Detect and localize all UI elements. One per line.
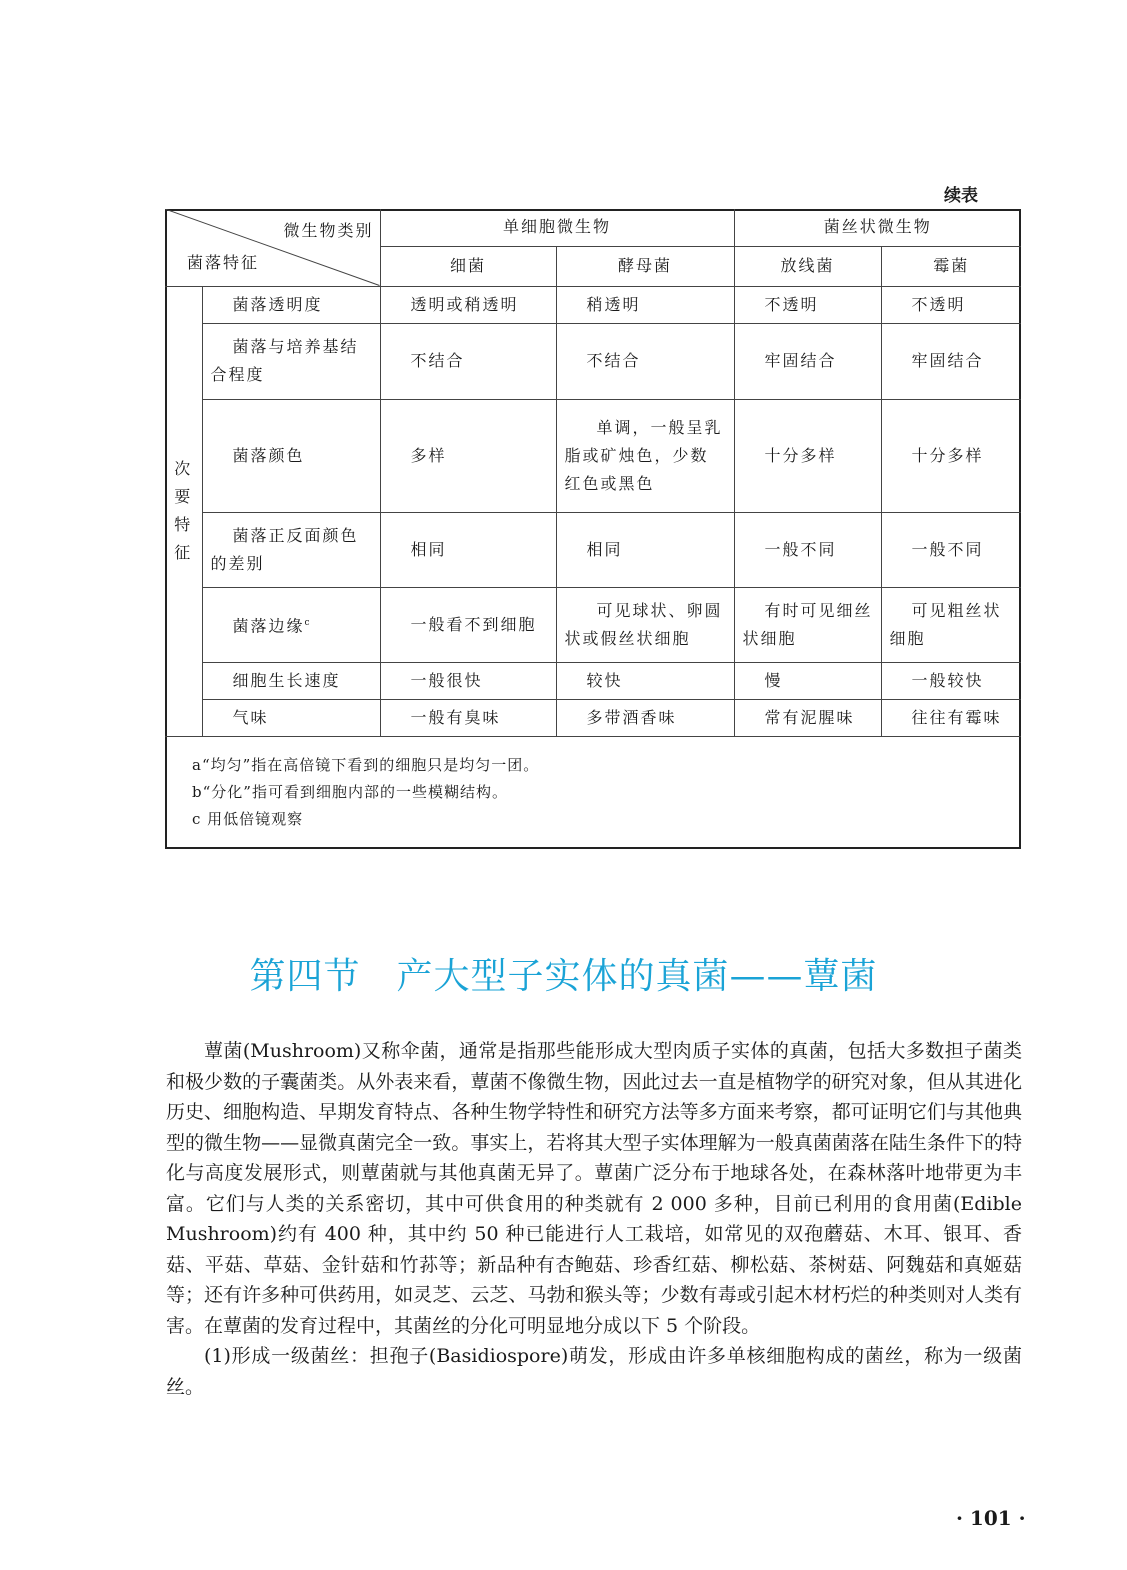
table-cell: 多带酒香味: [556, 699, 734, 736]
table-cell: 有时可见细丝状细胞: [734, 587, 881, 662]
table-note: b“分化”指可看到细胞内部的一些模糊结构。: [192, 783, 508, 801]
table-cell: 可见粗丝状细胞: [881, 587, 1021, 662]
column-header-bacteria: 细菌: [380, 246, 556, 286]
table-cell: 往往有霉味: [881, 699, 1021, 736]
row-feature: 菌落透明度: [202, 286, 380, 323]
table-cell: 慢: [734, 662, 881, 699]
column-header-yeast: 酵母菌: [556, 246, 734, 286]
table-cell: 一般看不到细胞: [380, 587, 556, 662]
table-row: [165, 512, 1021, 587]
table-cell: 牢固结合: [734, 323, 881, 399]
table-cell: 一般不同: [881, 512, 1021, 587]
table-cell: 常有泥腥味: [734, 699, 881, 736]
table-cell: 十分多样: [734, 399, 881, 512]
body-text: [166, 1036, 1022, 1402]
section-title: 产大型子实体的真菌——蕈菌: [396, 956, 878, 997]
table-row: [165, 662, 1021, 699]
diagonal-header-cell: [165, 209, 380, 286]
table-note: a“均匀”指在高倍镜下看到的细胞只是均匀一团。: [192, 756, 540, 774]
table-cell: 透明或稍透明: [380, 286, 556, 323]
header-category-label: 微生物类别: [283, 221, 374, 240]
colony-features-table: [165, 209, 1021, 737]
table-notes: [192, 752, 539, 833]
table-row: [165, 286, 1021, 323]
table-cell: 不透明: [881, 286, 1021, 323]
table-row: [165, 323, 1021, 399]
page-number: · 101 ·: [956, 1506, 1026, 1530]
group-header-filamentous: 菌丝状微生物: [734, 209, 1021, 246]
table-cell: 较快: [556, 662, 734, 699]
table-cell: 十分多样: [881, 399, 1021, 512]
table-row: [165, 587, 1021, 662]
group-header-unicellular: 单细胞微生物: [380, 209, 734, 246]
row-feature: 菌落与培养基结合程度: [202, 323, 380, 399]
paragraph: 蕈菌(Mushroom)又称伞菌，通常是指那些能形成大型肉质子实体的真菌，包括大多数担子菌类和极少数的子囊菌类。从外表来看，蕈菌不像微生物，因此过去一直是植物学的研究对象，但从其进化历史、细胞构造、早期发育特点、各种生物学特性和研究方法等多方面来考察，都可证明它们与其他典型的微生物——显微真菌完全一致。事实上，若将其大型子实体理解为一般真菌菌落在陆生条件下的特化与高度发展形式，则蕈菌就与其他真菌无异了。蕈菌广泛分布于地球各处，在森林落叶地带更为丰富。它们与人类的关系密切，其中可供食用的种类就有 2 000 多种，目前已利用的食用菌(Edible Mushroom)约有 400 种，其中约 50 种已能进行人工栽培，如常见的双孢蘑菇、木耳、银耳、香菇、平菇、草菇、金针菇和竹荪等；新品种有杏鲍菇、珍香红菇、柳松菇、茶树菇、阿魏菇和真姬菇等；还有许多种可供药用，如灵芝、云芝、马勃和猴头等；少数有毒或引起木材朽烂的种类则对人类有害。在蕈菌的发育过程中，其菌丝的分化可明显地分成以下 5 个阶段。: [166, 1040, 1022, 1337]
table-row: [165, 399, 1021, 512]
row-feature: 气味: [202, 699, 380, 736]
table-cell: 一般不同: [734, 512, 881, 587]
column-header-actinomycetes: 放线菌: [734, 246, 881, 286]
table-note: c 用低倍镜观察: [192, 810, 304, 828]
secondary-features-side-label: 次 要 特 征: [165, 286, 202, 736]
table-cell: 不结合: [380, 323, 556, 399]
table-cell: 相同: [380, 512, 556, 587]
row-feature: 细胞生长速度: [202, 662, 380, 699]
continued-table-label: 续表: [944, 186, 978, 206]
table-cell: 可见球状、卵圆状或假丝状细胞: [556, 587, 734, 662]
table-cell: 多样: [380, 399, 556, 512]
table-cell: 不结合: [556, 323, 734, 399]
row-feature: 菌落颜色: [202, 399, 380, 512]
table-cell: 牢固结合: [881, 323, 1021, 399]
paragraph: (1)形成一级菌丝：担孢子(Basidiospore)萌发，形成由许多单核细胞构成的菌丝，称为一级菌丝。: [166, 1345, 1022, 1398]
table-cell: 不透明: [734, 286, 881, 323]
table-cell: 单调，一般呈乳脂或矿烛色，少数红色或黑色: [556, 399, 734, 512]
table-cell: 稍透明: [556, 286, 734, 323]
header-feature-label: 菌落特征: [187, 253, 260, 272]
row-feature: 菌落边缘$^c$: [202, 587, 380, 662]
section-number: 第四节: [249, 956, 361, 997]
table-cell: 一般很快: [380, 662, 556, 699]
table-cell: 相同: [556, 512, 734, 587]
column-header-mold: 霉菌: [881, 246, 1021, 286]
table-cell: 一般有臭味: [380, 699, 556, 736]
section-heading: [0, 948, 1127, 999]
table-row: [165, 699, 1021, 736]
table-cell: 一般较快: [881, 662, 1021, 699]
row-feature: 菌落正反面颜色的差别: [202, 512, 380, 587]
